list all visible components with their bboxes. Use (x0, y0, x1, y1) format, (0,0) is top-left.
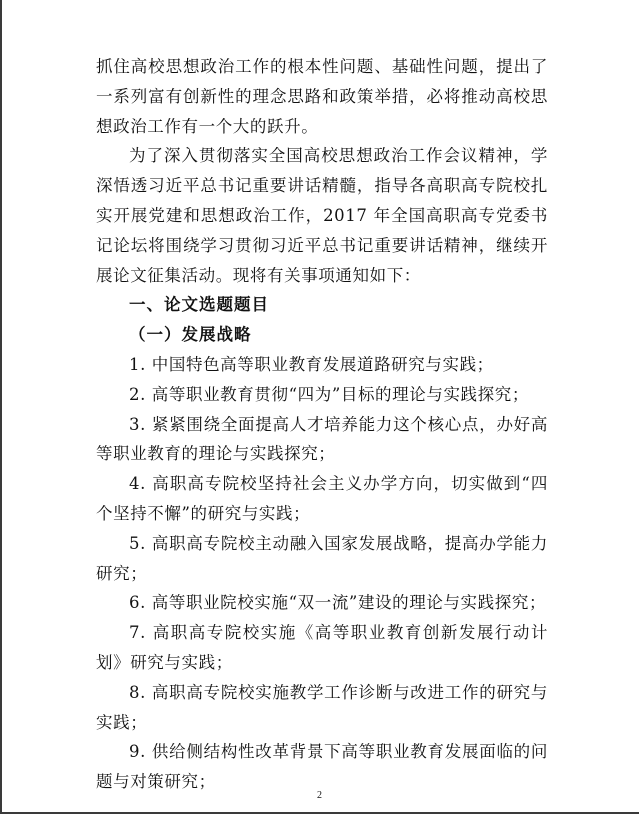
list-item: 8. 高职高专院校实施教学工作诊断与改进工作的研究与实践； (96, 682, 548, 732)
section-heading: 一、论文选题题目 (129, 295, 269, 315)
paragraph-notice: 为了深入贯彻落实全国高校思想政治工作会议精神，学深悟透习近平总书记重要讲话精髓，指导各高职高专院校扎实开展党建和思想政治工作，2017 年全国高职高专党委书记论坛将围绕学习贯彻习近平总书记重要讲话精神，继续开展论文征集活动。现将有关事项通知如下： (96, 146, 548, 285)
list-item: 6. 高等职业院校实施“双一流”建设的理论与实践探究； (129, 593, 547, 613)
page-border-left (0, 0, 2, 814)
list-item: 5. 高职高专院校主动融入国家发展战略，提高办学能力研究； (96, 533, 548, 583)
list-item: 1. 中国特色高等职业教育发展道路研究与实践； (129, 354, 494, 374)
list-item: 3. 紧紧围绕全面提高人才培养能力这个核心点，办好高等职业教育的理论与实践探究； (96, 414, 548, 464)
page-number: 2 (317, 790, 322, 801)
document-body (96, 52, 548, 797)
list-item: 2. 高等职业教育贯彻“四为”目标的理论与实践探究； (129, 384, 529, 404)
paragraph-intro-continuation: 抓住高校思想政治工作的根本性问题、基础性问题，提出了一系列富有创新性的理念思路和政策举措，必将推动高校思想政治工作有一个大的跃升。 (96, 57, 548, 136)
subsection-heading: （一）发展战略 (129, 325, 252, 345)
list-item: 9. 供给侧结构性改革背景下高等职业教育发展面临的问题与对策研究； (96, 742, 548, 792)
list-item: 7. 高职高专院校实施《高等职业教育创新发展行动计划》研究与实践； (96, 623, 548, 672)
list-item: 4. 高职高专院校坚持社会主义办学方向，切实做到“四个坚持不懈”的研究与实践； (96, 474, 548, 523)
